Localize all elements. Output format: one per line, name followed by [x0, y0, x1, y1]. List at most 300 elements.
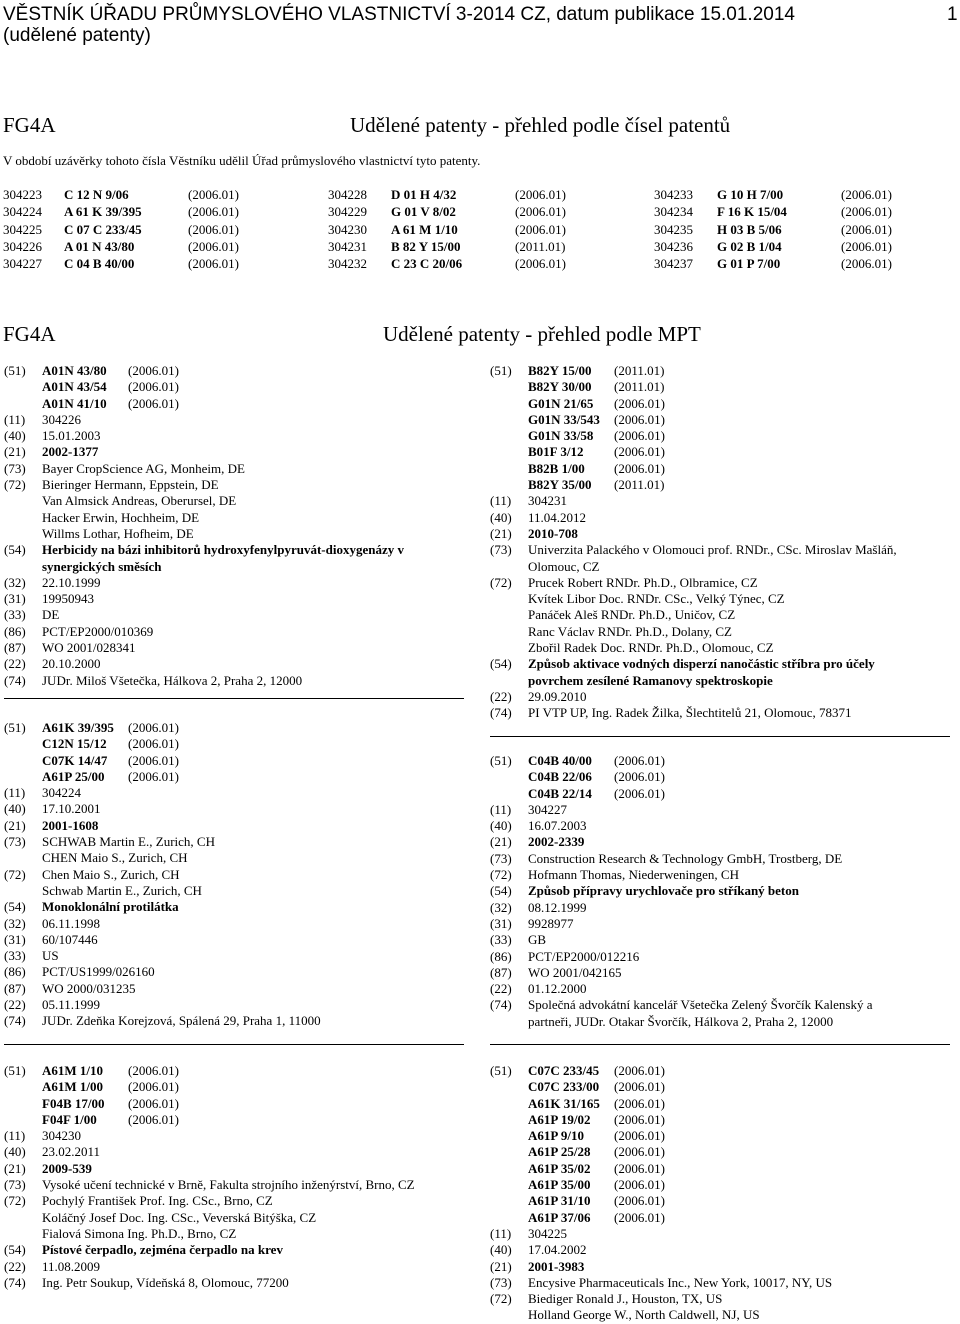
- ipc-version: (2006.01): [614, 444, 665, 460]
- record-line: [490, 1193, 950, 1209]
- record-separator: [490, 1044, 950, 1045]
- patent-record: [4, 1063, 464, 1291]
- record-value: A01N 43/80: [42, 363, 107, 378]
- inid-code: (21): [490, 525, 512, 541]
- section1-code: FG4A: [3, 113, 56, 137]
- record-value: Ranc Václav RNDr. Ph.D., Dolany, CZ: [528, 623, 733, 639]
- ipc-version: (2006.01): [614, 428, 665, 444]
- inid-code: (21): [490, 834, 512, 850]
- record-value: 2010-708: [528, 525, 578, 541]
- ipc-class: A 01 N 43/80: [64, 238, 135, 254]
- record-value: A61P 35/02: [528, 1160, 591, 1176]
- record-line: [490, 526, 950, 542]
- record-value: PCT/EP2000/012216: [528, 948, 640, 964]
- inid-code: (40): [490, 818, 512, 834]
- ipc-version: (2006.01): [188, 204, 239, 220]
- record-line: [4, 867, 464, 883]
- patent-grid-row: [0, 256, 960, 272]
- record-value: B82Y 35/00: [528, 477, 592, 493]
- inid-code: (40): [4, 1144, 26, 1160]
- inid-code: (32): [4, 574, 26, 590]
- record-value: A61P 25/28: [528, 1144, 591, 1160]
- inid-code: (74): [4, 672, 26, 688]
- record-value: G01N 33/543: [528, 411, 600, 427]
- record-line: [4, 591, 464, 607]
- record-line: [4, 477, 464, 493]
- record-value: 9928977: [528, 915, 574, 931]
- inid-code: (51): [490, 753, 512, 768]
- record-line: [490, 363, 950, 379]
- record-line: [490, 591, 950, 607]
- record-line: [490, 949, 950, 965]
- record-value: Olomouc, CZ: [528, 558, 600, 574]
- patent-number: 304233: [654, 187, 693, 202]
- record-value: Biediger Ronald J., Houston, TX, US: [528, 1291, 723, 1307]
- inid-code: (33): [4, 607, 26, 623]
- inid-code: (21): [4, 817, 26, 833]
- record-line: [490, 786, 950, 802]
- record-value: Panáček Aleš RNDr. Ph.D., Uničov, CZ: [528, 607, 736, 623]
- record-value: Monoklonální protilátka: [42, 899, 179, 915]
- record-line: [490, 673, 950, 689]
- record-value: B82Y 15/00: [528, 363, 592, 378]
- record-value: Herbicidy na bázi inhibitorů hydroxyfenylpyruvát-dioxygenázy v: [42, 542, 404, 558]
- record-line: [490, 1291, 950, 1307]
- ipc-class: G 10 H 7/00: [717, 187, 784, 202]
- record-value: G01N 21/65: [528, 395, 594, 411]
- record-line: [4, 673, 464, 689]
- inid-code: (22): [4, 1258, 26, 1274]
- record-line: [4, 428, 464, 444]
- section1-intro: V období uzávěrky tohoto čísla Věstníku udělil Úřad průmyslového vlastnictví tyto patenty.: [3, 153, 481, 168]
- inid-code: (73): [490, 1274, 512, 1290]
- patent-grid-row: [0, 222, 960, 238]
- record-value: Kvítek Libor Doc. RNDr. CSc., Velký Týnec, CZ: [528, 591, 785, 607]
- inid-code: (11): [4, 411, 26, 427]
- record-line: [490, 607, 950, 623]
- record-value: DE: [42, 607, 60, 623]
- ipc-class: C 04 B 40/00: [64, 256, 135, 272]
- inid-code: (51): [490, 363, 512, 378]
- patent-number: 304224: [3, 204, 42, 220]
- record-line: [4, 379, 464, 395]
- ipc-version: (2006.01): [841, 238, 892, 254]
- record-line: [490, 510, 950, 526]
- ipc-version: (2006.01): [128, 395, 179, 411]
- ipc-version: (2006.01): [614, 1128, 665, 1144]
- ipc-version: (2006.01): [614, 395, 665, 411]
- inid-code: (74): [490, 997, 512, 1013]
- record-line: [490, 1307, 950, 1323]
- record-value: A61P 31/10: [528, 1193, 591, 1209]
- record-value: 304230: [42, 1128, 81, 1144]
- inid-code: (87): [490, 964, 512, 980]
- ipc-class: C 23 C 20/06: [391, 256, 463, 272]
- ipc-class: C 12 N 9/06: [64, 187, 129, 202]
- record-value: C07C 233/45: [528, 1063, 600, 1078]
- ipc-version: (2006.01): [614, 1079, 665, 1095]
- inid-code: (40): [4, 428, 26, 444]
- patent-number-grid: [0, 187, 960, 277]
- record-value: Způsob přípravy urychlovače pro stříkaný beton: [528, 883, 799, 899]
- inid-code: (21): [4, 1160, 26, 1176]
- record-line: [490, 867, 950, 883]
- inid-code: (22): [490, 688, 512, 704]
- record-value: Hacker Erwin, Hochheim, DE: [42, 509, 200, 525]
- record-value: 304225: [528, 1225, 567, 1241]
- ipc-version: (2006.01): [614, 1209, 665, 1225]
- record-separator: [490, 736, 950, 737]
- inid-code: (40): [490, 509, 512, 525]
- record-value: 304226: [42, 411, 81, 427]
- ipc-class: G 02 B 1/04: [717, 238, 782, 254]
- record-value: 19950943: [42, 591, 94, 607]
- record-value: B82B 1/00: [528, 460, 585, 476]
- page-header: [3, 4, 958, 46]
- record-value: Fialová Simona Ing. Ph.D., Brno, CZ: [42, 1225, 237, 1241]
- record-value: A61K 39/395: [42, 720, 114, 735]
- record-line: [4, 542, 464, 558]
- patent-number: 304228: [328, 187, 367, 202]
- record-line: [490, 461, 950, 477]
- record-value: Bieringer Hermann, Eppstein, DE: [42, 477, 219, 493]
- record-line: [4, 883, 464, 899]
- ipc-version: (2006.01): [614, 769, 665, 785]
- inid-code: (74): [490, 705, 512, 721]
- record-line: [490, 851, 950, 867]
- record-line: [490, 689, 950, 705]
- record-line: [4, 834, 464, 850]
- record-line: [490, 883, 950, 899]
- record-value: C04B 22/14: [528, 785, 592, 801]
- ipc-class: B 82 Y 15/00: [391, 238, 461, 254]
- inid-code: (11): [4, 785, 26, 801]
- record-line: [4, 720, 464, 736]
- inid-code: (22): [490, 981, 512, 997]
- record-value: C04B 40/00: [528, 753, 592, 768]
- record-value: Ing. Petr Soukup, Vídeňská 8, Olomouc, 77200: [42, 1274, 289, 1290]
- inid-code: (33): [4, 948, 26, 964]
- record-value: 60/107446: [42, 931, 98, 947]
- record-line: [4, 1013, 464, 1029]
- record-line: [490, 396, 950, 412]
- record-value: WO 2000/031235: [42, 980, 136, 996]
- record-line: [490, 802, 950, 818]
- record-line: [4, 607, 464, 623]
- inid-code: (87): [4, 980, 26, 996]
- ipc-class: D 01 H 4/32: [391, 187, 457, 202]
- ipc-version: (2006.01): [128, 363, 179, 378]
- patent-number: 304236: [654, 238, 693, 254]
- record-value: 2002-1377: [42, 444, 99, 460]
- record-value: PI VTP UP, Ing. Radek Žilka, Šlechtitelů 21, Olomouc, 78371: [528, 705, 852, 721]
- record-line: [4, 559, 464, 575]
- ipc-version: (2006.01): [614, 1177, 665, 1193]
- record-line: [490, 559, 950, 575]
- record-value: Koláčný Josef Doc. Ing. CSc., Veverská Bitýška, CZ: [42, 1209, 317, 1225]
- record-line: [490, 818, 950, 834]
- record-line: [4, 510, 464, 526]
- inid-code: (74): [4, 1013, 26, 1029]
- record-line: [4, 640, 464, 656]
- inid-code: (40): [4, 801, 26, 817]
- inid-code: (32): [490, 899, 512, 915]
- patent-number: 304230: [328, 221, 367, 237]
- record-value: WO 2001/028341: [42, 640, 136, 656]
- record-line: [490, 1210, 950, 1226]
- record-line: [4, 1226, 464, 1242]
- ipc-version: (2006.01): [128, 720, 179, 735]
- inid-code: (86): [4, 623, 26, 639]
- record-value: 304224: [42, 785, 81, 801]
- patent-number: 304229: [328, 204, 367, 220]
- record-line: [490, 1144, 950, 1160]
- ipc-version: (2006.01): [841, 256, 892, 272]
- record-line: [4, 1242, 464, 1258]
- inid-code: (22): [4, 656, 26, 672]
- record-value: C04B 22/06: [528, 769, 592, 785]
- record-line: [4, 818, 464, 834]
- ipc-version: (2011.01): [614, 363, 665, 378]
- record-value: povrchem zesílené Ramanovy spektroskopie: [528, 672, 773, 688]
- record-line: [4, 899, 464, 915]
- record-line: [4, 444, 464, 460]
- inid-code: (22): [4, 997, 26, 1013]
- record-line: [4, 801, 464, 817]
- record-value: 08.12.1999: [528, 899, 587, 915]
- record-line: [4, 1079, 464, 1095]
- record-line: [490, 997, 950, 1013]
- record-value: Vysoké učení technické v Brně, Fakulta strojního inženýrství, Brno, CZ: [42, 1177, 415, 1193]
- inid-code: (11): [4, 1128, 26, 1144]
- record-value: C12N 15/12: [42, 736, 107, 752]
- record-line: [4, 1177, 464, 1193]
- record-line: [4, 1161, 464, 1177]
- record-line: [490, 542, 950, 558]
- ipc-version: (2006.01): [128, 379, 179, 395]
- record-line: [4, 932, 464, 948]
- ipc-version: (2006.01): [128, 1095, 179, 1111]
- ipc-version: (2006.01): [515, 256, 566, 272]
- inid-code: (31): [490, 915, 512, 931]
- inid-code: (40): [490, 1242, 512, 1258]
- ipc-version: (2006.01): [614, 1095, 665, 1111]
- record-value: C07C 233/00: [528, 1079, 600, 1095]
- record-value: 05.11.1999: [42, 997, 101, 1013]
- ipc-class: G 01 P 7/00: [717, 256, 781, 272]
- record-value: 17.10.2001: [42, 801, 101, 817]
- record-line: [4, 1275, 464, 1291]
- inid-code: (73): [490, 542, 512, 558]
- inid-code: (54): [4, 899, 26, 915]
- ipc-version: (2006.01): [614, 1111, 665, 1127]
- inid-code: (74): [4, 1274, 26, 1290]
- record-value: Construction Research & Technology GmbH, Trostberg, DE: [528, 850, 843, 866]
- ipc-version: (2006.01): [128, 1063, 179, 1078]
- ipc-class: H 03 B 5/06: [717, 221, 782, 237]
- record-line: [4, 736, 464, 752]
- record-value: 304227: [528, 801, 567, 817]
- section2-title: Udělené patenty - přehled podle MPT: [383, 322, 701, 346]
- ipc-version: (2006.01): [614, 460, 665, 476]
- inid-code: (51): [4, 1063, 26, 1078]
- record-line: [4, 769, 464, 785]
- ipc-version: (2006.01): [614, 785, 665, 801]
- ipc-class: F 16 K 15/04: [717, 204, 787, 220]
- inid-code: (86): [4, 964, 26, 980]
- ipc-version: (2006.01): [128, 1079, 179, 1095]
- record-line: [490, 705, 950, 721]
- inid-code: (72): [490, 867, 512, 883]
- record-value: G01N 33/58: [528, 428, 594, 444]
- record-line: [4, 948, 464, 964]
- record-value: Pístové čerpadlo, zejména čerpadlo na krev: [42, 1242, 283, 1258]
- journal-subtitle: (udělené patenty): [3, 25, 151, 46]
- inid-code: (51): [4, 363, 26, 378]
- ipc-version: (2006.01): [515, 187, 566, 202]
- record-line: [4, 850, 464, 866]
- record-value: A01N 43/54: [42, 379, 107, 395]
- record-value: B82Y 30/00: [528, 379, 592, 395]
- record-value: A61K 31/165: [528, 1095, 600, 1111]
- record-line: [490, 965, 950, 981]
- inid-code: (73): [490, 850, 512, 866]
- record-line: [490, 1112, 950, 1128]
- record-line: [490, 656, 950, 672]
- record-line: [4, 624, 464, 640]
- record-value: 2001-1608: [42, 817, 99, 833]
- patent-record: [490, 753, 950, 1030]
- record-line: [4, 1063, 464, 1079]
- record-line: [4, 461, 464, 477]
- patent-record: [490, 363, 950, 722]
- ipc-class: A 61 M 1/10: [391, 221, 458, 237]
- ipc-version: (2006.01): [614, 1063, 665, 1078]
- record-line: [490, 916, 950, 932]
- ipc-version: (2006.01): [841, 187, 892, 202]
- record-line: [4, 1210, 464, 1226]
- ipc-version: (2006.01): [841, 221, 892, 237]
- ipc-version: (2006.01): [188, 256, 239, 272]
- record-line: [490, 900, 950, 916]
- ipc-version: (2006.01): [614, 1193, 665, 1209]
- record-value: JUDr. Zdeňka Korejzová, Spálená 29, Praha 1, 11000: [42, 1013, 321, 1029]
- record-value: B01F 3/12: [528, 444, 584, 460]
- inid-code: (31): [4, 931, 26, 947]
- record-line: [490, 1275, 950, 1291]
- ipc-version: (2006.01): [614, 1160, 665, 1176]
- record-line: [490, 379, 950, 395]
- record-line: [490, 1014, 950, 1030]
- record-separator: [4, 698, 464, 699]
- record-value: PCT/EP2000/010369: [42, 623, 154, 639]
- ipc-version: (2006.01): [188, 238, 239, 254]
- record-line: [490, 1242, 950, 1258]
- record-value: SCHWAB Martin E., Zurich, CH: [42, 834, 215, 850]
- patent-number: 304235: [654, 221, 693, 237]
- section1-title: Udělené patenty - přehled podle čísel patentů: [350, 113, 731, 137]
- record-value: Pochylý František Prof. Ing. CSc., Brno, CZ: [42, 1193, 273, 1209]
- patent-number: 304226: [3, 238, 42, 254]
- record-line: [4, 656, 464, 672]
- record-value: 06.11.1998: [42, 915, 101, 931]
- record-value: 2001-3983: [528, 1258, 585, 1274]
- inid-code: (32): [4, 915, 26, 931]
- ipc-version: (2006.01): [614, 411, 665, 427]
- journal-title: VĚSTNÍK ÚŘADU PRŮMYSLOVÉHO VLASTNICTVÍ 3-2014 CZ, datum publikace 15.01.2014: [3, 4, 795, 25]
- patent-grid-row: [0, 187, 960, 203]
- record-value: Hofmann Thomas, Niederweningen, CH: [528, 867, 739, 883]
- inid-code: (51): [490, 1063, 512, 1078]
- ipc-version: (2006.01): [128, 736, 179, 752]
- ipc-version: (2011.01): [515, 238, 566, 254]
- inid-code: (72): [4, 866, 26, 882]
- ipc-version: (2006.01): [188, 187, 239, 202]
- page-number: 1: [947, 4, 958, 25]
- inid-code: (21): [490, 1258, 512, 1274]
- ipc-version: (2006.01): [515, 204, 566, 220]
- inid-code: (54): [4, 1242, 26, 1258]
- ipc-version: (2006.01): [614, 753, 665, 768]
- record-value: 16.07.2003: [528, 818, 587, 834]
- inid-code: (31): [4, 591, 26, 607]
- record-value: Zbořil Radek Doc. RNDr. Ph.D., Olomouc, CZ: [528, 640, 774, 656]
- record-value: Společná advokátní kancelář Všetečka Zelený Švorčík Kalenský a: [528, 997, 873, 1013]
- record-line: [490, 834, 950, 850]
- record-value: 01.12.2000: [528, 981, 587, 997]
- section2-code: FG4A: [3, 322, 56, 346]
- record-line: [490, 493, 950, 509]
- record-value: US: [42, 948, 59, 964]
- record-line: [4, 1096, 464, 1112]
- record-value: partneři, JUDr. Otakar Švorčík, Hálkova 2, Praha 2, 12000: [528, 1013, 834, 1029]
- patent-number: 304237: [654, 256, 693, 272]
- record-value: A01N 41/10: [42, 395, 107, 411]
- record-value: Univerzita Palackého v Olomouci prof. RNDr., CSc. Miroslav Mašláň,: [528, 542, 897, 558]
- record-value: 2009-539: [42, 1160, 92, 1176]
- record-value: PCT/US1999/026160: [42, 964, 155, 980]
- record-value: Holland George W., North Caldwell, NJ, US: [528, 1307, 760, 1323]
- record-value: 15.01.2003: [42, 428, 101, 444]
- record-value: 2002-2339: [528, 834, 585, 850]
- record-line: [4, 981, 464, 997]
- record-line: [490, 444, 950, 460]
- ipc-class: C 07 C 233/45: [64, 221, 142, 237]
- record-line: [4, 575, 464, 591]
- patent-grid-row: [0, 204, 960, 220]
- record-line: [490, 412, 950, 428]
- ipc-version: (2006.01): [188, 221, 239, 237]
- inid-code: (11): [490, 801, 512, 817]
- record-value: WO 2001/042165: [528, 964, 622, 980]
- record-value: Prucek Robert RNDr. Ph.D., Olbramice, CZ: [528, 574, 758, 590]
- record-line: [490, 1128, 950, 1144]
- record-value: F04F 1/00: [42, 1111, 97, 1127]
- patent-number: 304232: [328, 256, 367, 272]
- record-value: Van Almsick Andreas, Oberursel, DE: [42, 493, 237, 509]
- ipc-version: (2006.01): [614, 1144, 665, 1160]
- record-value: A61M 1/00: [42, 1079, 104, 1095]
- patent-number: 304223: [3, 187, 42, 202]
- record-line: [490, 981, 950, 997]
- record-value: GB: [528, 932, 547, 948]
- patent-number: 304225: [3, 221, 42, 237]
- ipc-class: G 01 V 8/02: [391, 204, 456, 220]
- record-line: [490, 769, 950, 785]
- record-line: [4, 1259, 464, 1275]
- record-value: A61P 25/00: [42, 768, 105, 784]
- record-value: A61M 1/10: [42, 1063, 104, 1078]
